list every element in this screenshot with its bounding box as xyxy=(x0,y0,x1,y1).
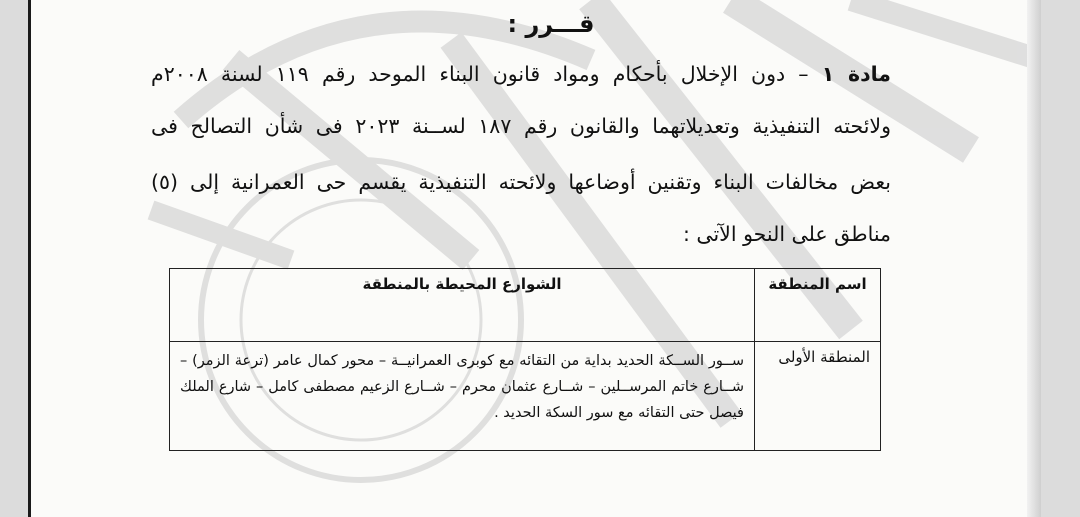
decree-heading: قـــرر : xyxy=(507,10,595,38)
table-row xyxy=(170,342,881,451)
decree-text xyxy=(31,0,1041,517)
zones-table xyxy=(169,268,881,451)
article-label: مادة ١ xyxy=(821,62,891,86)
article-1-line-2: ولائحته التنفيذية وتعديلاتهما والقانون رقم ١٨٧ لســنة ٢٠٢٣ فى شأن التصالح فى xyxy=(151,114,891,138)
table-header-row xyxy=(170,269,881,342)
article-1-line-3: بعض مخالفات البناء وتقنين أوضاعها ولائحته التنفيذية يقسم حى العمرانية إلى (٥) xyxy=(151,170,891,194)
zone-streets-cell: ســور الســكة الحديد بداية من التقائه مع كوبرى العمرانيــة – محور كمال عامر (ترعة الزمر) – شــارع خاتم المرســلين – شــارع عثمان محرم – شــارع الزعيم مصطفى كامل – شارع الملك فيصل حتى التقائه مع سور السكة الحديد . xyxy=(170,342,755,451)
page-edge-shadow xyxy=(1027,0,1041,517)
document-page xyxy=(28,0,1041,517)
header-zone-name: اسم المنطقة xyxy=(755,269,881,342)
article-1-text: – دون الإخلال بأحكام ومواد قانون البناء الموحد رقم ١١٩ لسنة ٢٠٠٨م xyxy=(151,62,809,86)
article-1-line-4: مناطق على النحو الآتى : xyxy=(682,222,891,246)
zone-name-cell: المنطقة الأولى xyxy=(755,342,881,451)
article-1-line-1 xyxy=(151,62,891,86)
header-surrounding-streets: الشوارع المحيطة بالمنطقة xyxy=(170,269,755,342)
